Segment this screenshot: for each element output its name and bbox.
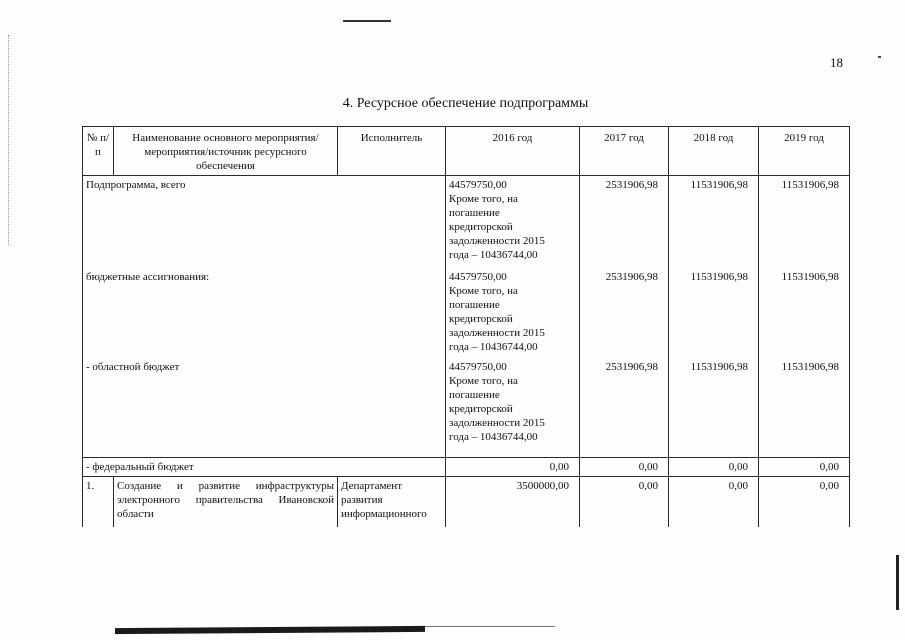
cell-2018: 11531906,98 [669,358,759,458]
header-2019: 2019 год [759,127,850,176]
cell-2017: 0,00 [580,458,669,477]
table-row-budget-allocations [83,268,850,358]
cell-2019: 11531906,98 [759,268,850,358]
cell-2019: 11531906,98 [759,358,850,458]
scan-artifact-top-line [343,20,391,22]
resource-table [82,126,850,527]
header-2018: 2018 год [669,127,759,176]
section-title: 4. Ресурсное обеспечение подпрограммы [342,96,589,111]
scan-artifact-bottom-bar [115,626,425,634]
scan-artifact-bottom-thin [425,626,555,627]
scan-artifact-left-mark [8,35,10,245]
cell-2018: 0,00 [669,477,759,527]
cell-2017: 2531906,98 [580,176,669,268]
row-label: - областной бюджет [83,358,446,458]
table-header-row [83,127,850,176]
cell-2018: 0,00 [669,458,759,477]
cell-2016: 0,00 [446,458,580,477]
row-label: - федеральный бюджет [83,458,446,477]
activity-name: Создание и развитие инфраструктуры электронного правительства Ивановской области [114,477,338,527]
cell-2018: 11531906,98 [669,176,759,268]
header-2016: 2016 год [446,127,580,176]
table-row-activity-1 [83,477,850,527]
cell-2016: 3500000,00 [446,477,580,527]
cell-2019: 0,00 [759,458,850,477]
row-label: Подпрограмма, всего [83,176,446,268]
cell-2016: 44579750,00 Кроме того, на погашение кредиторской задолженности 2015 года – 10436744,00 [446,268,580,358]
cell-2019: 0,00 [759,477,850,527]
scan-artifact-right-bar [896,555,899,610]
cell-2017: 2531906,98 [580,268,669,358]
header-2017: 2017 год [580,127,669,176]
header-num: № п/п [83,127,114,176]
table-row-regional-budget [83,358,850,458]
cell-2016: 44579750,00 Кроме того, на погашение кредиторской задолженности 2015 года – 10436744,00 [446,358,580,458]
header-name: Наименование основного мероприятия/мероприятия/источник ресурсного обеспечения [114,127,338,176]
cell-2016: 44579750,00 Кроме того, на погашение кредиторской задолженности 2015 года – 10436744,00 [446,176,580,268]
row-number: 1. [83,477,114,527]
cell-2017: 0,00 [580,477,669,527]
cell-2019: 11531906,98 [759,176,850,268]
cell-2017: 2531906,98 [580,358,669,458]
activity-executor: Департамент развития информационного [338,477,446,527]
page-number: 18 [830,55,843,70]
row-label: бюджетные ассигнования: [83,268,446,358]
table-row-federal-budget [83,458,850,477]
cell-2018: 11531906,98 [669,268,759,358]
table-row-subprogram-total [83,176,850,268]
header-executor: Исполнитель [338,127,446,176]
scan-artifact-right-dot [878,56,881,58]
